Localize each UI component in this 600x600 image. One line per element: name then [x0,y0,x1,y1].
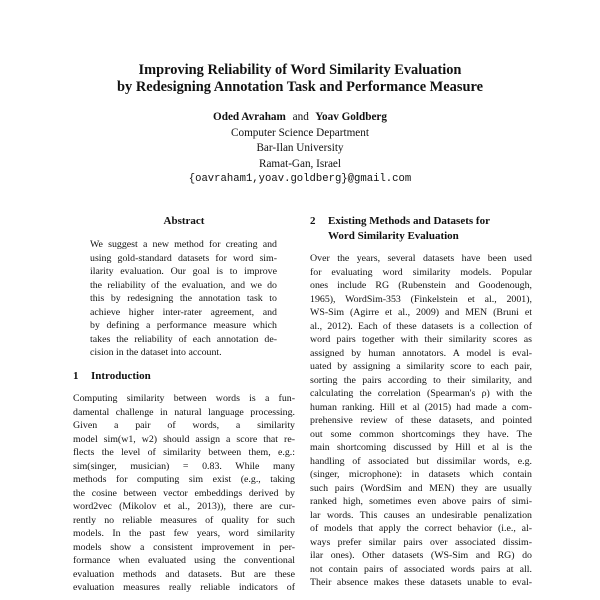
right-column [310,214,532,590]
location: Ramat-Gan, Israel [258,157,341,170]
intro-line: sim(singer, musician) = 0.83. While many [73,460,295,472]
section-2-line: not contain pairs of associated words pairs at all. [310,563,532,575]
abstract-body [73,238,295,360]
section-2-line: ilar ones). Other datasets (WS-Sim and RG) do [310,550,532,561]
left-column [73,214,295,595]
title-line-1: Improving Reliability of Word Similarity Evaluation [138,62,462,78]
intro-line: models. In the past few years, word similarity [73,528,295,539]
paper-title [0,62,600,96]
section-2-line: word pairs together with their similarity scores as [310,334,532,345]
section-2-line: al., 2012). Each of these datasets is a collection of [310,320,532,332]
abstract-line: We suggest a new method for creating and [90,239,277,250]
intro-line: methods for computing sim exist (e.g., taking [73,474,295,485]
intro-body [73,392,295,595]
section-2-line: handling of associated but dissimilar words, e.g. [310,455,532,467]
intro-line: Given a pair of words, a similarity [73,420,295,431]
section-2-line: main shortcoming discussed by Hill et al is the [310,442,532,453]
intro-line: flects the level of similarity between them, e.g.: [73,447,295,458]
section-1-number: 1 [73,369,79,382]
university: Bar-Ilan University [256,142,344,154]
intro-line: evaluation methods and datasets. But are these [73,568,295,580]
abstract-line: this by redesigning the annotation task to [90,293,277,304]
abstract-line: cision in the dataset into account. [90,347,222,358]
intro-line: word2vec (Mikolov et al., 2013)), there are cur- [73,501,295,512]
section-2-body [310,252,532,590]
section-2-line: Their absence makes these datasets unable to eval- [310,577,532,588]
section-2-number: 2 [310,215,316,227]
abstract-line: using gold-standard datasets for word sim- [90,252,277,264]
intro-line: damental challenge in natural language processing. [73,406,295,418]
section-2-line: ways prefer similar pairs over associated dissim- [310,536,532,548]
section-2-line: (singer, microphone): in datasets which contain [310,469,532,480]
department: Computer Science Department [231,126,369,139]
section-2-line: assigned by human annotators. A model is eval- [310,347,532,359]
section-2-line: of models that apply the correct behavior (i.e., al- [310,523,532,534]
author-1: Oded Avraham [213,111,286,123]
section-2-line: such pairs (WordSim and MEN) they are usually [310,482,532,494]
abstract-line: ilarity evaluation. Our goal is to improve [90,266,277,277]
section-2-line: WS-Sim (Agirre et al., 2009) and MEN (Bruni et [310,307,532,318]
title-line-2: by Redesigning Annotation Task and Performance Measure [117,79,483,95]
section-2-line: out some common shortcomings they have. The [310,428,532,440]
intro-line: model sim(w1, w2) should assign a score that re- [73,433,295,445]
section-2-line: calculating the correlation (Spearman's ρ) with the [310,388,532,399]
section-2-line: ranked high, sometimes even above pairs of simi- [310,496,532,507]
email: {oavraham1,yoav.goldberg}@gmail.com [188,173,412,185]
intro-line: formance when evaluated using the conventional [73,555,295,566]
section-2-title-line-2: Word Similarity Evaluation [328,229,459,242]
section-1-heading [73,369,295,384]
section-2-line: for evaluating word similarity models. Popular [310,266,532,278]
section-2-line: Over the years, several datasets have been used [310,253,532,264]
intro-line: rently no reliable measures of quality for such [73,514,295,526]
author-block [0,110,600,188]
abstract-line: achieve higher inter-rater agreement, and [90,306,277,318]
intro-line: the cosine between vector embeddings derived by [73,487,295,499]
abstract-heading: Abstract [163,215,205,227]
author-conjunction: and [292,111,309,123]
section-2-line: 1965), WordSim-353 (Finkelstein et al., 2001), [310,293,532,305]
section-2-line: sorting the pairs according to their similarity, and [310,374,532,386]
intro-line: models show a consistent improvement in per- [73,541,295,553]
author-names [0,110,600,126]
section-2-title-line-1: Existing Methods and Datasets for [328,215,490,227]
intro-line: evaluation measures really reliable indicators of [73,582,295,593]
abstract-line: the reliability of the evaluation, and we do [90,279,277,291]
section-2-line: lar words. This causes an undesirable penalization [310,509,532,521]
section-1-title: Introduction [91,369,151,382]
intro-line: Computing similarity between words is a fun- [73,393,295,404]
abstract-line: takes the reliability of each annotation de- [90,333,277,345]
section-2-line: prehensive review of these datasets, and pointed [310,415,532,426]
section-2-line: uated by assigning a similarity score to each pair, [310,361,532,372]
author-2: Yoav Goldberg [315,111,387,123]
section-2-line: ones include RG (Rubenstein and Goodenough, [310,280,532,291]
abstract-line: by defining a performance measure which [90,320,277,331]
section-2-heading [310,214,532,243]
section-2-line: human ranking. Hill et al (2015) had made a com- [310,401,532,413]
